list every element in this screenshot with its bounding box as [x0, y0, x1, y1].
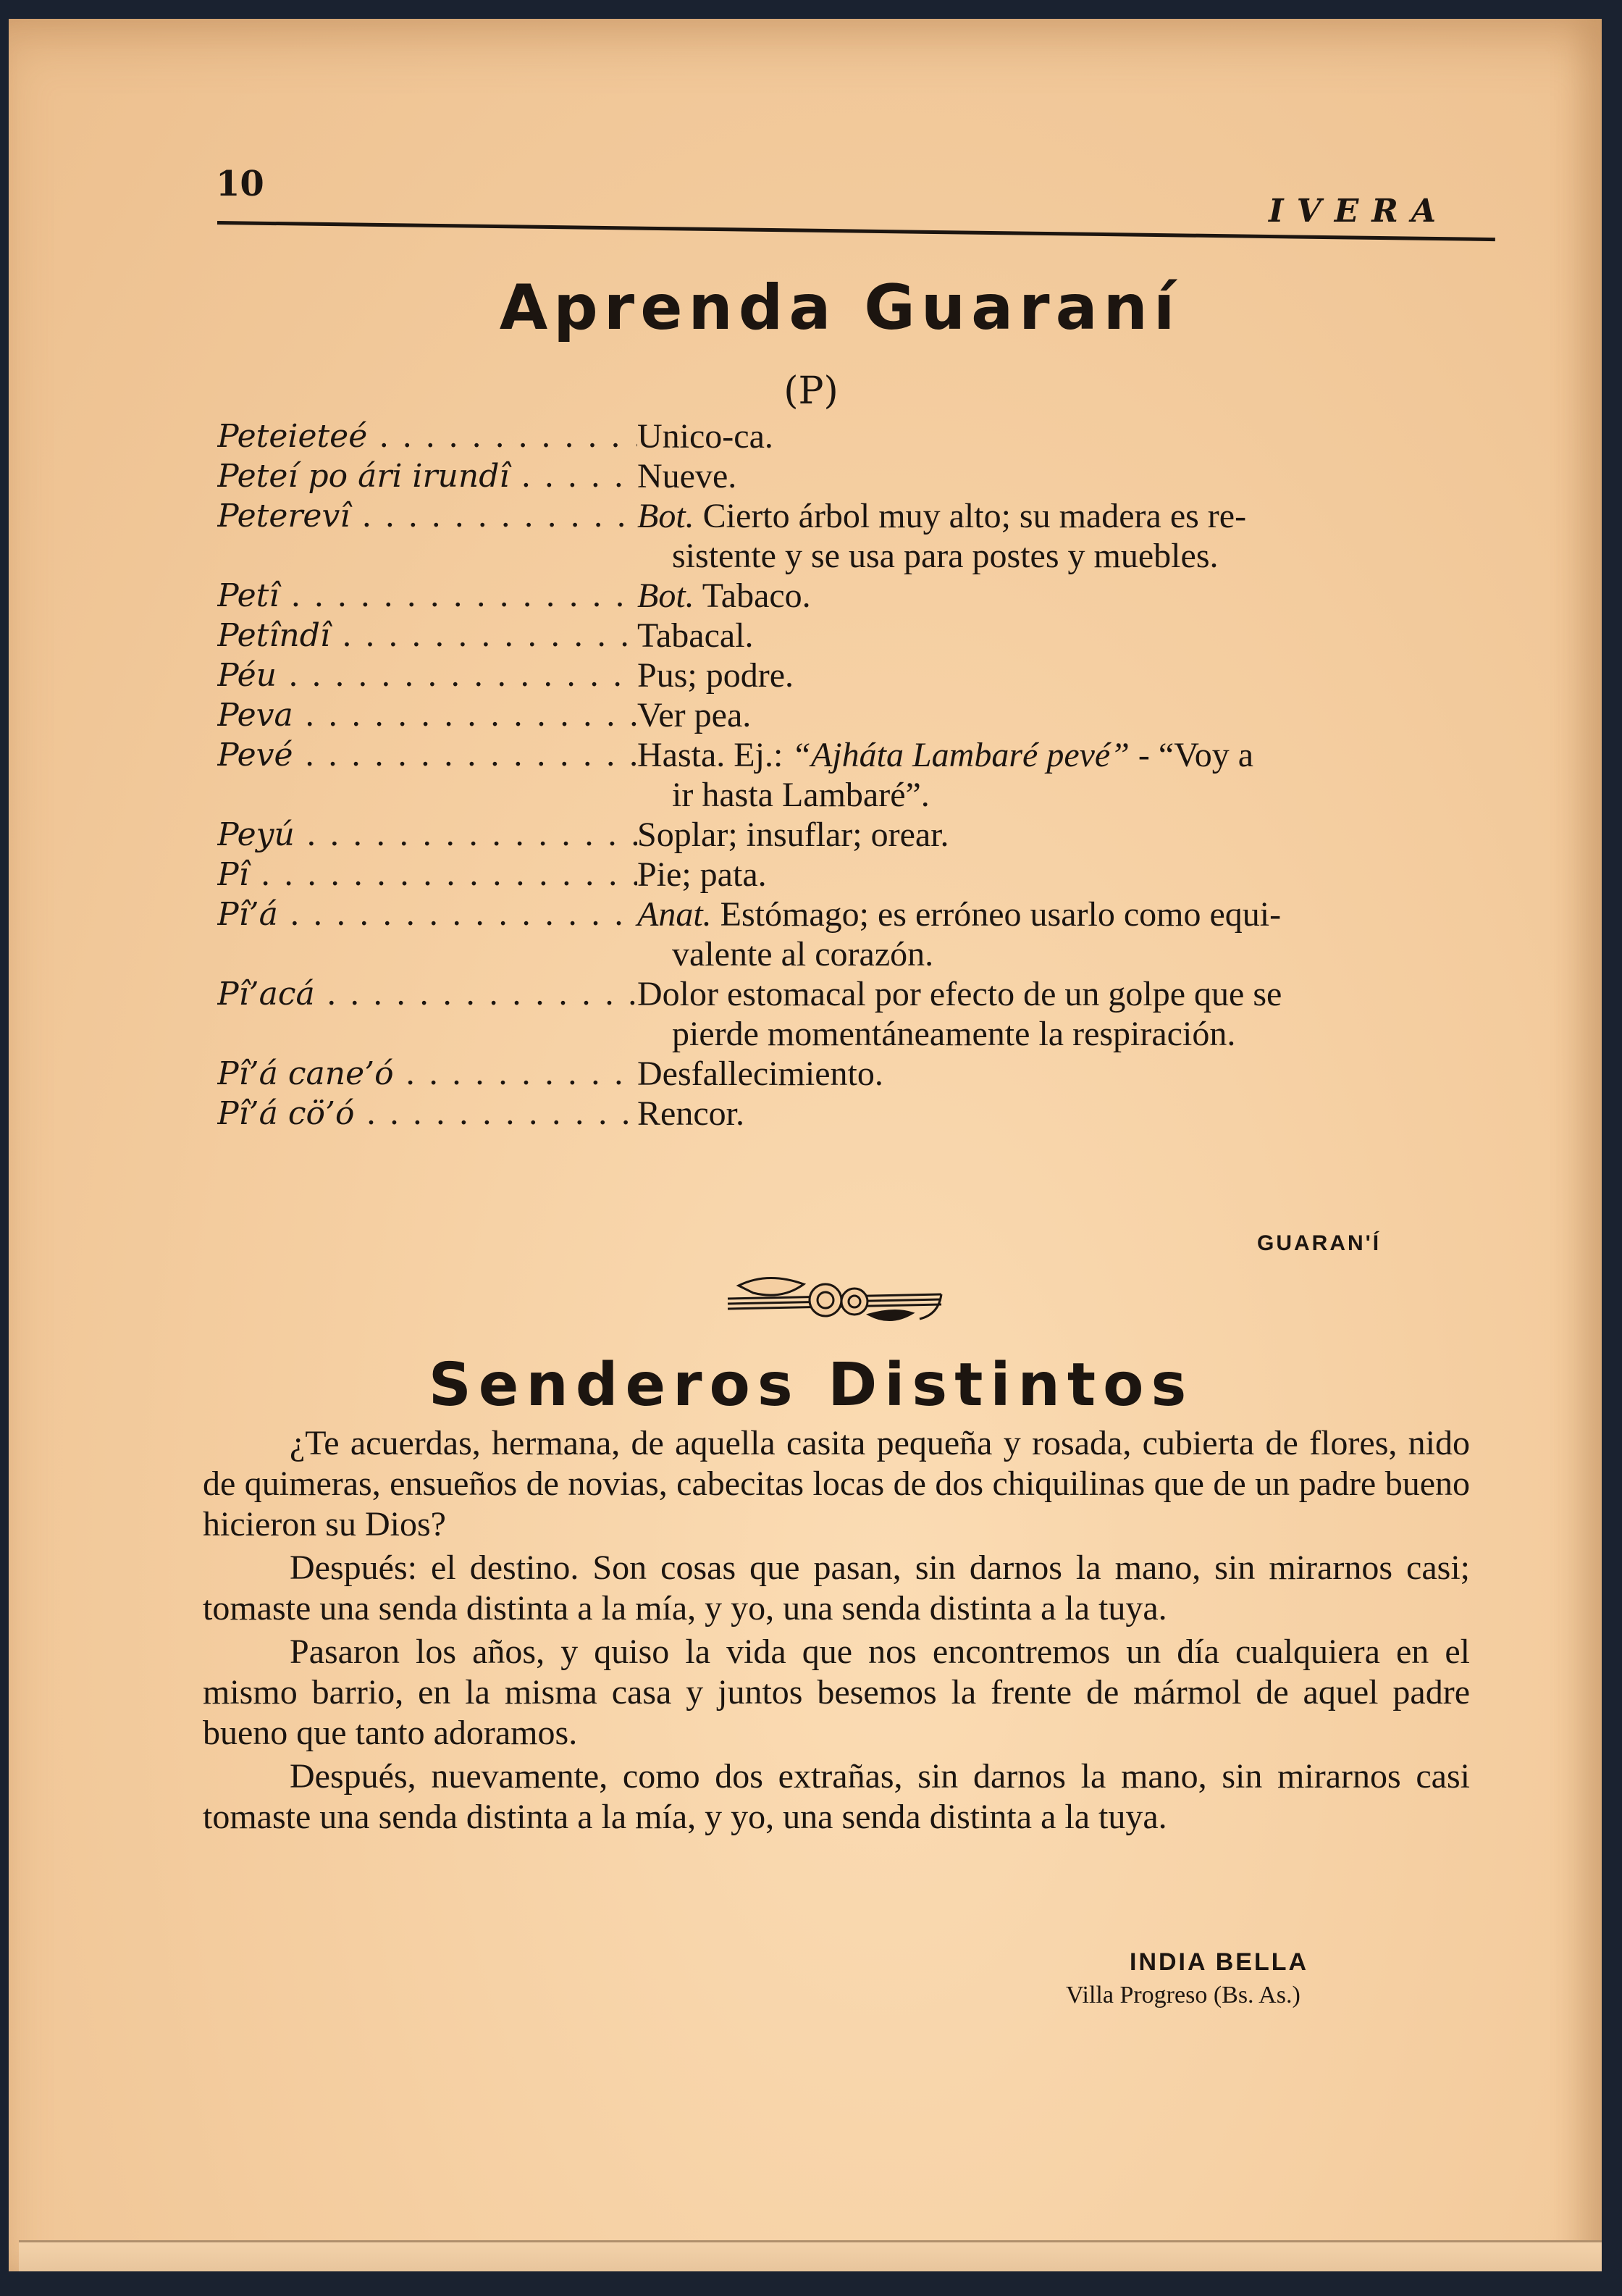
definition-abbreviation: Bot.: [637, 577, 694, 615]
glossary-entry: [217, 855, 1492, 894]
definition-text: Tabaco.: [694, 577, 811, 615]
glossary-definition: [637, 695, 1492, 735]
glossary-entry: [217, 655, 1492, 695]
glossary-term: Peva . . .: [217, 695, 637, 735]
glossary-entry: [217, 576, 1492, 616]
author-location: Villa Progreso (Bs. As.): [1066, 1982, 1300, 2008]
glossary-entry: [217, 735, 1492, 815]
definition-text: Tabacal.: [637, 616, 754, 655]
glossary-term: Petîndî . . .: [217, 616, 637, 655]
glossary-entry: [217, 456, 1492, 496]
paragraph: Después, nuevamente, como dos extrañas, sin darnos la mano, sin mirarnos casi tomaste una senda distinta a la mía, y yo, una senda distinta a la tuya.: [203, 1757, 1470, 1836]
glossary-entry: [217, 1094, 1492, 1134]
definition-text: Hasta. Ej.:: [637, 736, 792, 774]
glossary-term: Peyú . . .: [217, 815, 637, 855]
glossary-term: Péu . . .: [217, 655, 637, 695]
running-head: IVERA: [1269, 193, 1449, 230]
glossary-term: Pevé . . .: [217, 735, 637, 815]
glossary-signature: GUARAN'Í: [1257, 1231, 1382, 1255]
glossary-term: Peterevî . . .: [217, 496, 637, 576]
glossary-definition: [637, 735, 1492, 815]
glossary-term: Pî’á cö’ó . . .: [217, 1094, 637, 1134]
definition-continuation: ir hasta Lambaré”.: [672, 776, 930, 814]
section-letter: (P): [783, 369, 839, 413]
definition-text: Estómago; es erróneo usarlo como equi-: [711, 895, 1282, 934]
definition-text: Desfallecimiento.: [637, 1055, 883, 1093]
glossary-definition: [637, 416, 1492, 456]
definition-text: Ver pea.: [637, 696, 752, 734]
glossary-entry: [217, 416, 1492, 456]
story-body: [203, 1423, 1470, 1840]
definition-text: Pus; podre.: [637, 656, 794, 695]
page-bottom-edge: [19, 2240, 1602, 2271]
glossary-entry: [217, 974, 1492, 1054]
definition-abbreviation: Bot.: [637, 497, 694, 535]
floral-divider-icon: [724, 1271, 956, 1329]
definition-text: Unico-ca.: [637, 417, 773, 456]
glossary-entry: [217, 695, 1492, 735]
glossary-entry: [217, 616, 1492, 655]
definition-text: Dolor estomacal por efecto de un golpe que se: [637, 975, 1282, 1013]
glossary-entry: [217, 496, 1492, 576]
glossary-definition: [637, 855, 1492, 894]
paragraph: ¿Te acuerdas, hermana, de aquella casita pequeña y rosada, cubierta de flores, nido de quimeras, ensueños de novias, cabecitas locas de dos chiquilinas que de un padre bueno hicieron su Dios?: [203, 1424, 1470, 1543]
paragraph: Después: el destino. Son cosas que pasan, sin darnos la mano, sin mirarnos casi; tomaste una senda distinta a la mía, y yo, una senda distinta a la tuya.: [203, 1549, 1470, 1627]
glossary-term: Peteí po ári irundî . . .: [217, 456, 637, 496]
glossary-term: Petî . . .: [217, 576, 637, 616]
glossary-term: Pî’acá . . .: [217, 974, 637, 1054]
glossary-definition: [637, 616, 1492, 655]
paragraph: Pasaron los años, y quiso la vida que nos encontremos un día cualquiera en el mismo barrio, en la misma casa y juntos besemos la frente de mármol de aquel padre bueno que tanto adoramos.: [203, 1633, 1470, 1752]
definition-continuation: pierde momentáneamente la respiración.: [672, 1015, 1236, 1053]
glossary-definition: [637, 456, 1492, 496]
definition-continuation: sistente y se usa para postes y muebles.: [672, 537, 1219, 575]
definition-text: Nueve.: [637, 457, 737, 495]
glossary-definition: [637, 496, 1492, 576]
section-title-senderos-distintos: Senderos Distintos: [428, 1351, 1194, 1420]
definition-text: Soplar; insuflar; orear.: [637, 816, 949, 854]
definition-text: Cierto árbol muy alto; su madera es re-: [694, 497, 1247, 535]
definition-text: Rencor.: [637, 1094, 744, 1133]
glossary-definition: [637, 974, 1492, 1054]
magazine-page: [9, 19, 1602, 2271]
glossary-term: Pî . . .: [217, 855, 637, 894]
glossary-definition: [637, 655, 1492, 695]
glossary-term: Pî’á cane’ó . . .: [217, 1054, 637, 1094]
definition-text-tail: - “Voy a: [1129, 736, 1253, 774]
glossary-definition: [637, 1094, 1492, 1134]
section-title-aprenda-guarani: Aprenda Guaraní: [499, 272, 1181, 344]
glossary: [217, 416, 1492, 1134]
page-number: 10: [216, 164, 264, 204]
glossary-definition: [637, 815, 1492, 855]
definition-continuation: valente al corazón.: [672, 935, 934, 973]
glossary-definition: [637, 894, 1492, 974]
definition-text: Pie; pata.: [637, 855, 767, 894]
glossary-definition: [637, 576, 1492, 616]
glossary-term: Pî’á . . .: [217, 894, 637, 974]
glossary-entry: [217, 815, 1492, 855]
glossary-definition: [637, 1054, 1492, 1094]
author-name: INDIA BELLA: [1130, 1948, 1309, 1976]
glossary-entry: [217, 1054, 1492, 1094]
glossary-term: Peteieteé . . .: [217, 416, 637, 456]
definition-example: “Ajháta Lambaré pevé”: [791, 736, 1130, 774]
definition-abbreviation: Anat.: [637, 895, 712, 934]
glossary-entry: [217, 894, 1492, 974]
